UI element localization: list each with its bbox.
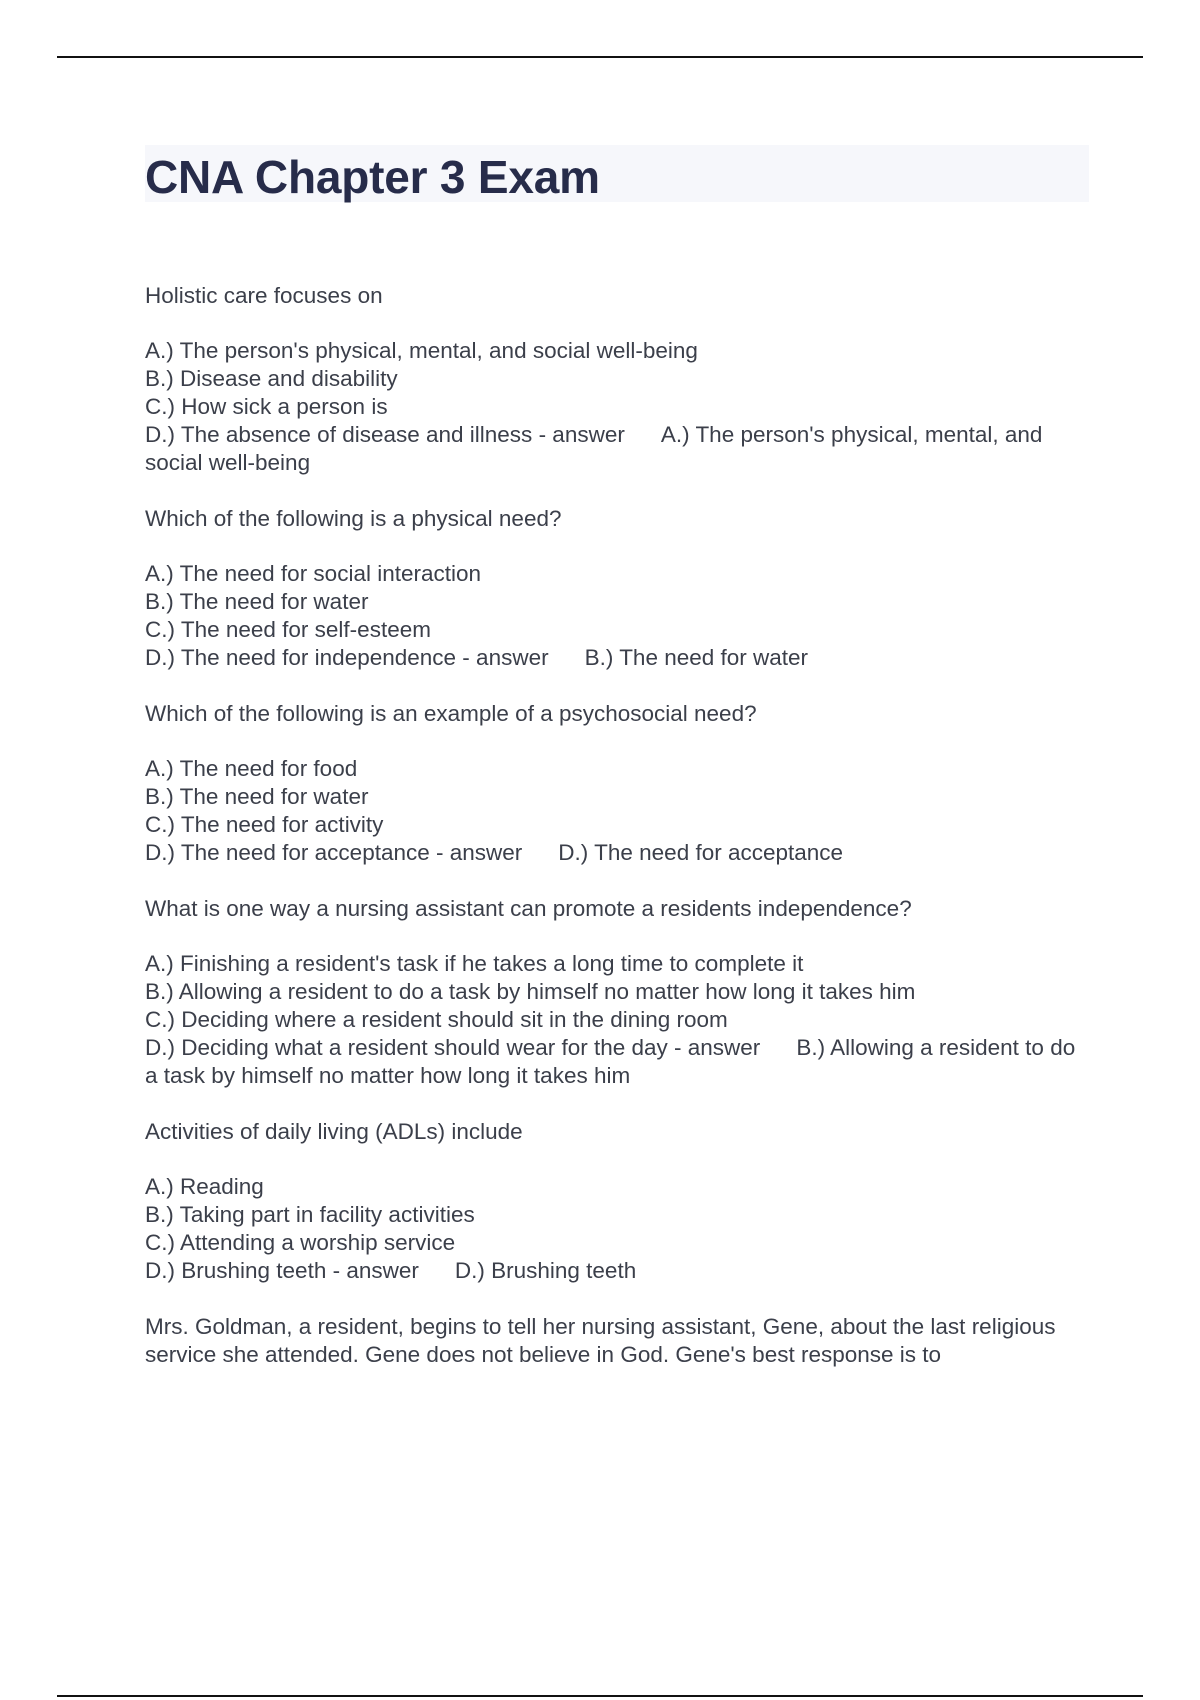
option-a: A.) The person's physical, mental, and social well-being [145, 338, 698, 363]
option-list [145, 755, 1090, 867]
option-c: C.) The need for activity [145, 812, 384, 837]
question-block-2 [145, 505, 1090, 672]
question-block-6 [145, 1313, 1090, 1369]
option-list [145, 1173, 1090, 1285]
question-block-1 [145, 282, 1090, 477]
option-d-with-answer [145, 1034, 1090, 1090]
option-d: D.) The absence of disease and illness - answer [145, 422, 625, 447]
option-list [145, 950, 1090, 1090]
option-c: C.) Attending a worship service [145, 1230, 456, 1255]
option-b: B.) The need for water [145, 784, 369, 809]
option-d: D.) The need for independence - answer [145, 645, 549, 670]
option-c: C.) Deciding where a resident should sit in the dining room [145, 1007, 728, 1032]
question-text: Activities of daily living (ADLs) include [145, 1119, 523, 1144]
question-text: Holistic care focuses on [145, 283, 383, 308]
bottom-rule [57, 1695, 1143, 1697]
exam-content [145, 282, 1090, 1396]
option-d-with-answer [145, 839, 1090, 867]
answer-text: D.) Brushing teeth [454, 1258, 637, 1283]
question-text: Which of the following is a physical need? [145, 506, 562, 531]
answer-text: B.) Allowing a resident to do a task by himself no matter how long it takes him [145, 1035, 1076, 1088]
option-d: D.) The need for acceptance - answer [145, 840, 523, 865]
option-list [145, 337, 1090, 477]
question-text: What is one way a nursing assistant can promote a residents independence? [145, 896, 912, 921]
top-rule [57, 56, 1143, 58]
option-a: A.) The need for food [145, 756, 358, 781]
option-d: D.) Deciding what a resident should wear for the day - answer [145, 1035, 761, 1060]
option-d-with-answer [145, 1257, 1090, 1285]
option-d: D.) Brushing teeth - answer [145, 1258, 419, 1283]
option-b: B.) Allowing a resident to do a task by himself no matter how long it takes him [145, 979, 916, 1004]
answer-text: A.) The person's physical, mental, and social well-being [145, 422, 1043, 475]
question-block-5 [145, 1118, 1090, 1285]
option-list [145, 560, 1090, 672]
option-b: B.) Taking part in facility activities [145, 1202, 475, 1227]
option-c: C.) How sick a person is [145, 394, 388, 419]
title-banner [145, 145, 1089, 202]
option-b: B.) The need for water [145, 589, 369, 614]
question-block-3 [145, 700, 1090, 867]
answer-text: D.) The need for acceptance [558, 840, 844, 865]
option-a: A.) Finishing a resident's task if he takes a long time to complete it [145, 951, 804, 976]
option-d-with-answer [145, 421, 1090, 477]
page-title: CNA Chapter 3 Exam [145, 151, 600, 203]
option-d-with-answer [145, 644, 1090, 672]
question-text: Mrs. Goldman, a resident, begins to tell her nursing assistant, Gene, about the last religious service she attended. Gene does not believe in God. Gene's best response is to [145, 1314, 1056, 1367]
option-a: A.) Reading [145, 1174, 264, 1199]
question-text: Which of the following is an example of a psychosocial need? [145, 701, 757, 726]
option-b: B.) Disease and disability [145, 366, 398, 391]
option-c: C.) The need for self-esteem [145, 617, 431, 642]
option-a: A.) The need for social interaction [145, 561, 482, 586]
answer-text: B.) The need for water [584, 645, 809, 670]
question-block-4 [145, 895, 1090, 1090]
